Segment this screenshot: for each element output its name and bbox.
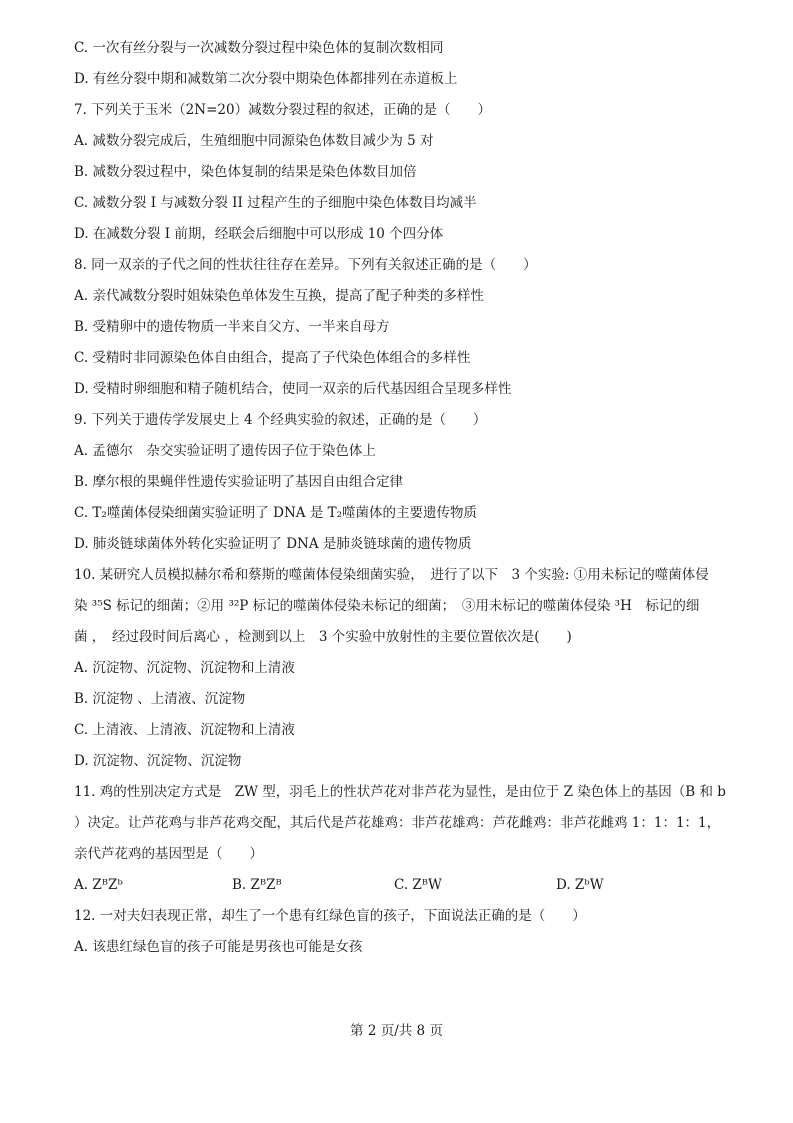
q12-stem: 12. 一对夫妇表现正常，却生了一个患有红绿色盲的孩子，下面说法正确的是（ ） xyxy=(74,908,586,924)
q11-stem-line-3: 亲代芦花鸡的基因型是（ ） xyxy=(74,846,263,862)
q8-option-a: A. 亲代减数分裂时姐妹染色单体发生互换，提高了配子种类的多样性 xyxy=(74,288,484,304)
q10-stem-line-2: 染 ³⁵S 标记的细菌；②用 ³²P 标记的噬菌体侵染未标记的细菌； ③用未标记的噬菌体侵染 ³H 标记的细 xyxy=(74,598,700,614)
q11-stem-line-2: ）决定。让芦花鸡与非芦花鸡交配，其后代是芦花雄鸡：非芦花雄鸡：芦花雌鸡：非芦花雌鸡 1：1：1：1， xyxy=(74,815,721,831)
q11-option-b: B. ZᴮZᴮ xyxy=(232,877,282,893)
q11-stem-line-1: 11. 鸡的性别决定方式是 ZW 型，羽毛上的性状芦花对非芦花为显性，是由位于 Z 染色体上的基因（B 和 b xyxy=(74,784,726,800)
q10-option-c: C. 上清液、上清液、沉淀物和上清液 xyxy=(74,722,295,738)
q6-option-c: C. 一次有丝分裂与一次减数分裂过程中染色体的复制次数相同 xyxy=(74,40,444,56)
q11-option-c: C. ZᴮW xyxy=(394,877,442,893)
q7-option-c: C. 减数分裂 I 与减数分裂 II 过程产生的子细胞中染色体数目均减半 xyxy=(74,195,477,211)
q10-option-d: D. 沉淀物、沉淀物、沉淀物 xyxy=(74,753,242,769)
q7-option-a: A. 减数分裂完成后，生殖细胞中同源染色体数目减少为 5 对 xyxy=(74,133,434,149)
q11-options xyxy=(74,876,734,894)
q10-stem-line-1: 10. 某研究人员模拟赫尔希和蔡斯的噬菌体侵染细菌实验， 进行了以下 3 个实验: ①用未标记的噬菌体侵 xyxy=(74,567,709,583)
q11-option-d: D. ZᵇW xyxy=(556,877,604,893)
q9-option-d: D. 肺炎链球菌体外转化实验证明了 DNA 是肺炎链球菌的遗传物质 xyxy=(74,536,472,552)
page-footer: 第 2 页/共 8 页 xyxy=(350,1023,443,1039)
q8-stem: 8. 同一双亲的子代之间的性状往往存在差异。下列有关叙述正确的是（ ） xyxy=(74,257,537,273)
q6-option-d: D. 有丝分裂中期和减数第二次分裂中期染色体都排列在赤道板上 xyxy=(74,71,458,87)
q9-option-b: B. 摩尔根的果蝇伴性遗传实验证明了基因自由组合定律 xyxy=(74,474,404,490)
q9-stem: 9. 下列关于遗传学发展史上 4 个经典实验的叙述，正确的是（ ） xyxy=(74,412,487,428)
q10-option-b: B. 沉淀物 、上清液、沉淀物 xyxy=(74,691,246,707)
q10-stem-line-3: 菌 ， 经过段时间后离心 ，检测到以上 3 个实验中放射性的主要位置依次是( ) xyxy=(74,629,572,645)
q8-option-d: D. 受精时卵细胞和精子随机结合，使同一双亲的后代基因组合呈现多样性 xyxy=(74,381,512,397)
q7-stem: 7. 下列关于玉米（2N=20）减数分裂过程的叙述，正确的是（ ） xyxy=(74,102,492,118)
q8-option-c: C. 受精时非同源染色体自由组合，提高了子代染色体组合的多样性 xyxy=(74,350,471,366)
q11-option-a: A. ZᴮZᵇ xyxy=(74,877,123,893)
q7-option-d: D. 在减数分裂 I 前期，经联会后细胞中可以形成 10 个四分体 xyxy=(74,226,444,242)
q9-option-a: A. 孟德尔 杂交实验证明了遗传因子位于染色体上 xyxy=(74,443,376,459)
q10-option-a: A. 沉淀物、沉淀物、沉淀物和上清液 xyxy=(74,660,295,676)
q7-option-b: B. 减数分裂过程中，染色体复制的结果是染色体数目加倍 xyxy=(74,164,417,180)
q12-option-a: A. 该患红绿色盲的孩子可能是男孩也可能是女孩 xyxy=(74,939,363,955)
q8-option-b: B. 受精卵中的遗传物质一半来自父方、一半来自母方 xyxy=(74,319,390,335)
q9-option-c: C. T₂噬菌体侵染细菌实验证明了 DNA 是 T₂噬菌体的主要遗传物质 xyxy=(74,505,478,521)
